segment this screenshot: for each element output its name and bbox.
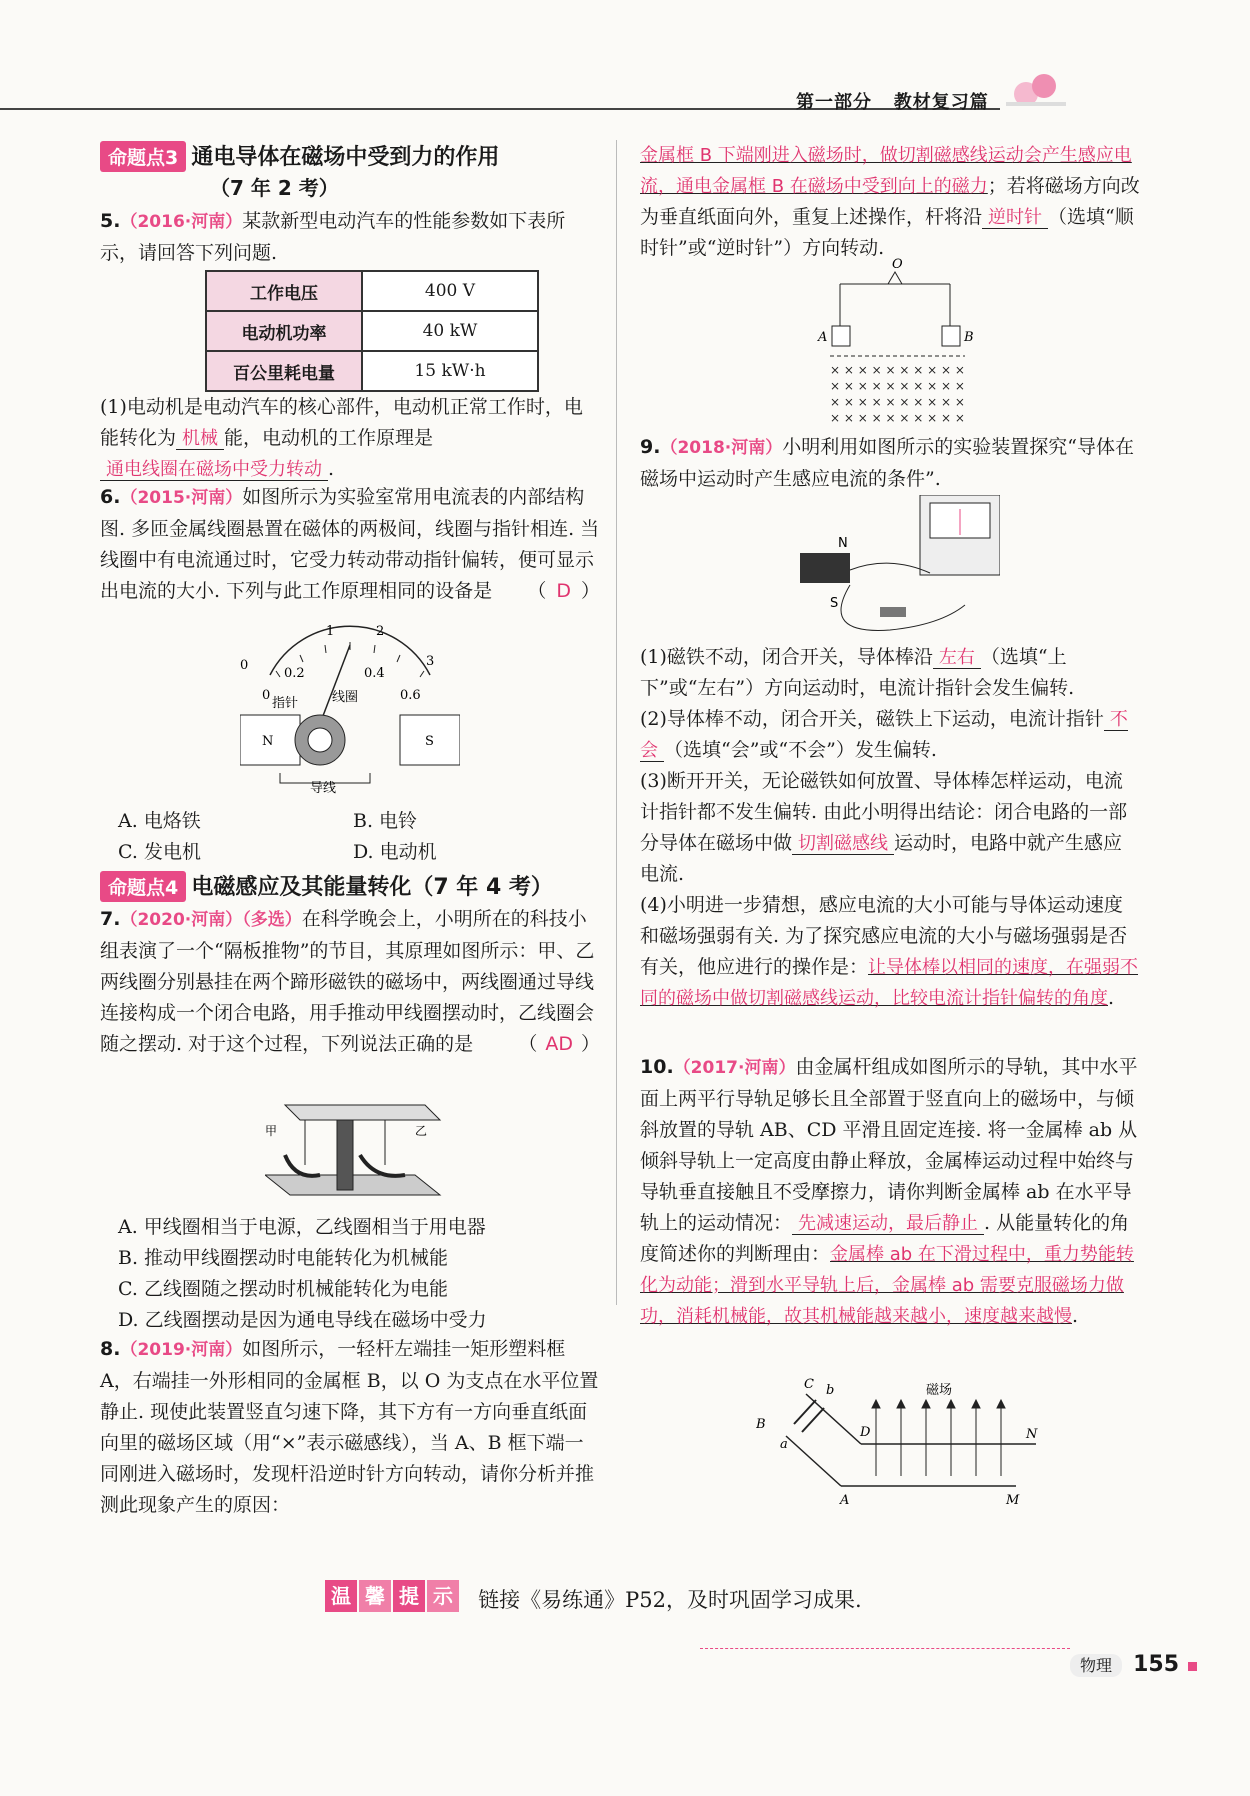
pivot-label: O — [892, 257, 903, 272]
part-4 — [640, 890, 1140, 1014]
partition-demo-diagram — [265, 1085, 445, 1200]
question-7 — [100, 904, 600, 1060]
part-text: (1)电动机是电动汽车的核心部件，电动机正常工作时，电能转化为 — [100, 396, 583, 449]
answer-blank: 不会 — [640, 709, 1128, 761]
tip-char: 温 — [325, 1580, 357, 1612]
tip-bar — [325, 1580, 862, 1614]
answer-value: AD — [545, 1033, 573, 1055]
coil-jia-label: 甲 — [265, 1124, 278, 1138]
option-d: D. 电动机 — [353, 841, 437, 863]
table-value: 40 kW — [362, 311, 538, 351]
pointer-label: 指针 — [272, 696, 299, 711]
footer — [1070, 1652, 1197, 1677]
n-pole-label: N — [262, 734, 274, 749]
question-9-parts — [640, 642, 1140, 1014]
part-2 — [640, 704, 1140, 766]
point-aa-label: A — [840, 1493, 850, 1508]
wire-label: 导线 — [310, 781, 337, 795]
section-title: 通电导体在磁场中受到力的作用 — [191, 145, 500, 170]
question-number: 8. — [100, 1338, 121, 1360]
question-source: （2015·河南） — [120, 488, 243, 508]
ammeter-diagram — [240, 625, 460, 795]
answer-blank: 左右 — [933, 647, 981, 669]
part-text: ；若将磁场方向改为垂直纸面向外，重复上述操作，杆将沿 — [640, 175, 1140, 228]
answer-blank: 切割磁感线 — [792, 833, 894, 855]
header-deco-icon — [1006, 72, 1066, 106]
question-text: 某款新型电动汽车的性能参数如下表所示，请回答下列问题. — [100, 210, 566, 264]
answer-blank: 机械 — [176, 428, 224, 450]
table-key: 电动机功率 — [206, 311, 362, 351]
s-pole-label: S — [830, 596, 839, 611]
section-title: 电磁感应及其能量转化（7 年 4 考） — [191, 875, 553, 900]
point-c-label: C — [804, 1377, 814, 1392]
section-3-heading — [100, 140, 600, 201]
question-number: 6. — [100, 486, 121, 508]
field-label: 磁场 — [926, 1383, 953, 1398]
scale-label: 0 — [262, 688, 271, 703]
question-number: 5. — [100, 210, 121, 232]
lever-frame-diagram — [800, 256, 980, 426]
option-c: C. 发电机 — [118, 841, 201, 863]
question-text: 由金属杆组成如图所示的导轨，其中水平面上两平行导轨足够长且全部置于竖直向上的磁场中，与倾斜放置的导轨 AB、CD 平滑且固定连接. 将一金属棒 ab 从倾斜导轨上一定高度由静止释放，金属棒运动过程中始终与导轨垂直接触且不受摩擦力，请你判断金属棒 ab 在水平导轨上的运动情况： — [640, 1056, 1138, 1234]
part-text: (1)磁铁不动，闭合开关，导体棒沿 — [640, 646, 933, 668]
answer-blank: 金属框 B 下端刚进入磁场时，做切割磁感线运动会产生感应电流，通电金属框 B 在磁场中受到向上的磁力 — [640, 145, 1132, 197]
part-text: (2)导体棒不动，闭合开关，磁铁上下运动，电流计指针 — [640, 708, 1104, 730]
option-b: B. 电铃 — [353, 810, 418, 832]
coil-label: 线圈 — [332, 690, 359, 705]
question-source: （2018·河南） — [660, 438, 783, 458]
question-8 — [100, 1334, 600, 1521]
q6-options — [118, 806, 598, 868]
question-number: 9. — [640, 436, 661, 458]
answer-blank: 逆时针 — [982, 207, 1048, 229]
scale-label: 0.6 — [400, 688, 421, 703]
table-key: 工作电压 — [206, 271, 362, 311]
point-b-label: b — [826, 1383, 835, 1398]
table-value: 400 V — [362, 271, 538, 311]
answer-blank: 通电线圈在磁场中受力转动 — [100, 459, 328, 481]
page-number: 155 — [1133, 1652, 1180, 1677]
answer-choice: （ D ） — [527, 580, 600, 602]
s-pole-label: S — [425, 734, 434, 749]
question-10 — [640, 1052, 1140, 1332]
footer-rule — [700, 1648, 1070, 1649]
scale-label: 0.4 — [364, 666, 385, 681]
option-c: C. 乙线圈随之摆动时机械能转化为电能 — [118, 1278, 448, 1300]
question-source: （2019·河南） — [120, 1340, 243, 1360]
question-source: （2016·河南） — [120, 212, 243, 232]
tip-char: 提 — [393, 1580, 425, 1612]
question-text: 小明利用如图所示的实验装置探究“导体在磁场中运动时产生感应电流的条件”. — [640, 436, 1134, 490]
answer-blank: 先减速运动，最后静止 — [792, 1213, 984, 1235]
point-m-label: M — [1006, 1493, 1020, 1508]
rail-diagram — [756, 1376, 1046, 1536]
part-1 — [640, 642, 1140, 704]
tip-text: 链接《易练通》P52，及时巩固学习成果. — [478, 1587, 862, 1612]
section-tag: 命题点4 — [100, 871, 186, 902]
table-value: 15 kW·h — [362, 351, 538, 391]
footer-square-icon — [1188, 1662, 1197, 1671]
question-9 — [640, 432, 1140, 495]
section-count: （7 年 2 考） — [210, 176, 339, 200]
column-divider — [616, 140, 617, 1305]
part-text: 能，电动机的工作原理是 — [224, 427, 434, 449]
part-text: . 从能量转化的角度简述你的判断理由： — [640, 1212, 1130, 1265]
scale-label: 3 — [426, 654, 435, 669]
answer-value: D — [556, 580, 571, 602]
coil-yi-label: 乙 — [415, 1124, 428, 1138]
header-section: 教材复习篇 — [893, 92, 989, 113]
frame-b-label: B — [964, 330, 974, 345]
frame-a-label: A — [818, 330, 828, 345]
part-text: (4)小明进一步猜想，感应电流的大小可能与导体运动速度和磁场强弱有关. 为了探究感应电流的大小与磁场强弱是否有关，他应进行的操作是： — [640, 894, 1128, 978]
question-text: 如图所示，一轻杆左端挂一矩形塑料框 A，右端挂一外形相同的金属框 B，以 O 为支点在水平位置静止. 现使此装置竖直匀速下降，其下方有一方向垂直纸面向里的磁场区域（用“×”表示磁感线），当 A、B 框下端一同刚进入磁场时，发现杆沿逆时针方向转动，请你分析并推测此现象产生的原因： — [100, 1338, 599, 1516]
part-3 — [640, 766, 1140, 890]
n-pole-label: N — [838, 536, 848, 551]
svg-text:× × × × × × × × × ×: × × × × × × × × × × — [830, 411, 965, 425]
tip-char: 馨 — [359, 1580, 391, 1612]
question-number: 10. — [640, 1056, 674, 1078]
question-6 — [100, 482, 600, 607]
part-text: . — [328, 458, 335, 480]
part-text: . — [1108, 987, 1115, 1009]
svg-text:× × × × × × × × × ×: × × × × × × × × × × — [830, 395, 965, 409]
tip-char: 示 — [427, 1580, 459, 1612]
question-5 — [100, 206, 600, 269]
induction-apparatus-diagram — [790, 495, 1000, 635]
q7-options — [118, 1212, 608, 1336]
option-a: A. 甲线圈相当于电源，乙线圈相当于用电器 — [118, 1216, 486, 1238]
part-text: （选填“顺时针”或“逆时针”）方向转动. — [640, 206, 1134, 259]
section-tag: 命题点3 — [100, 141, 186, 172]
question-number: 7. — [100, 908, 121, 930]
point-d-label: D — [860, 1425, 871, 1440]
part-text: 运动时，电路中就产生感应电流. — [640, 832, 1123, 885]
point-bb-label: B — [756, 1417, 766, 1432]
option-a: A. 电烙铁 — [118, 810, 201, 832]
spec-table — [205, 270, 539, 392]
option-d: D. 乙线圈摆动是因为通电导线在磁场中受力 — [118, 1309, 487, 1331]
svg-text:× × × × × × × × × ×: × × × × × × × × × × — [830, 379, 965, 393]
question-source: （2017·河南） — [673, 1058, 796, 1078]
part-text: （选填“会”或“不会”）发生偏转. — [664, 739, 937, 761]
section-4-heading — [100, 870, 600, 902]
scale-label: 0 — [240, 658, 249, 673]
scale-label: 1 — [326, 625, 335, 639]
point-a-label: a — [780, 1437, 788, 1452]
part-text: （选填“上下”或“左右”）方向运动时，电流计指针会发生偏转. — [640, 646, 1075, 699]
svg-text:× × × × × × × × × ×: × × × × × × × × × × — [830, 363, 965, 377]
scale-label: 2 — [376, 625, 385, 639]
header-title — [796, 88, 989, 114]
table-key: 百公里耗电量 — [206, 351, 362, 391]
table-row — [206, 311, 538, 351]
part-text: . — [1072, 1305, 1079, 1327]
header-part: 第一部分 — [796, 92, 872, 113]
answer-blank: 让导体棒以相同的速度，在强弱不同的磁场中做切割磁感线运动，比较电流计指针偏转的角度 — [640, 957, 1139, 1009]
question-8-continued — [640, 140, 1140, 264]
question-text: 在科学晚会上，小明所在的科技小组表演了一个“隔板推物”的节目，其原理如图所示：甲、乙两线圈分别悬挂在两个蹄形磁铁的磁场中，两线圈通过导线连接构成一个闭合电路，用手推动甲线圈摆动时，乙线圈会随之摆动. 对于这个过程，下列说法正确的是 — [100, 908, 595, 1055]
point-n-label: N — [1026, 1427, 1038, 1442]
answer-blank: 金属棒 ab 在下滑过程中，重力势能转化为动能；滑到水平导轨上后，金属棒 ab 需要克服磁场力做功，消耗机械能，故其机械能越来越小，速度越来越慢 — [640, 1244, 1134, 1327]
table-row — [206, 351, 538, 391]
option-b: B. 推动甲线圈摆动时电能转化为机械能 — [118, 1247, 449, 1269]
answer-choice: （ AD ） — [518, 1033, 600, 1055]
question-source: （2020·河南）（多选） — [120, 910, 302, 930]
footer-subject: 物理 — [1070, 1654, 1122, 1677]
question-5-part-1 — [100, 392, 600, 485]
scale-label: 0.2 — [284, 666, 305, 681]
table-row — [206, 271, 538, 311]
part-text: (3)断开开关，无论磁铁如何放置、导体棒怎样运动，电流计指针都不发生偏转. 由此小明得出结论：闭合电路的一部分导体在磁场中做 — [640, 770, 1128, 854]
question-text: 如图所示为实验室常用电流表的内部结构图. 多匝金属线圈悬置在磁体的两极间，线圈与指针相连. 当线圈中有电流通过时，它受力转动带动指针偏转，便可显示出电流的大小. 下列与此工作原理相同的设备是 — [100, 486, 600, 602]
